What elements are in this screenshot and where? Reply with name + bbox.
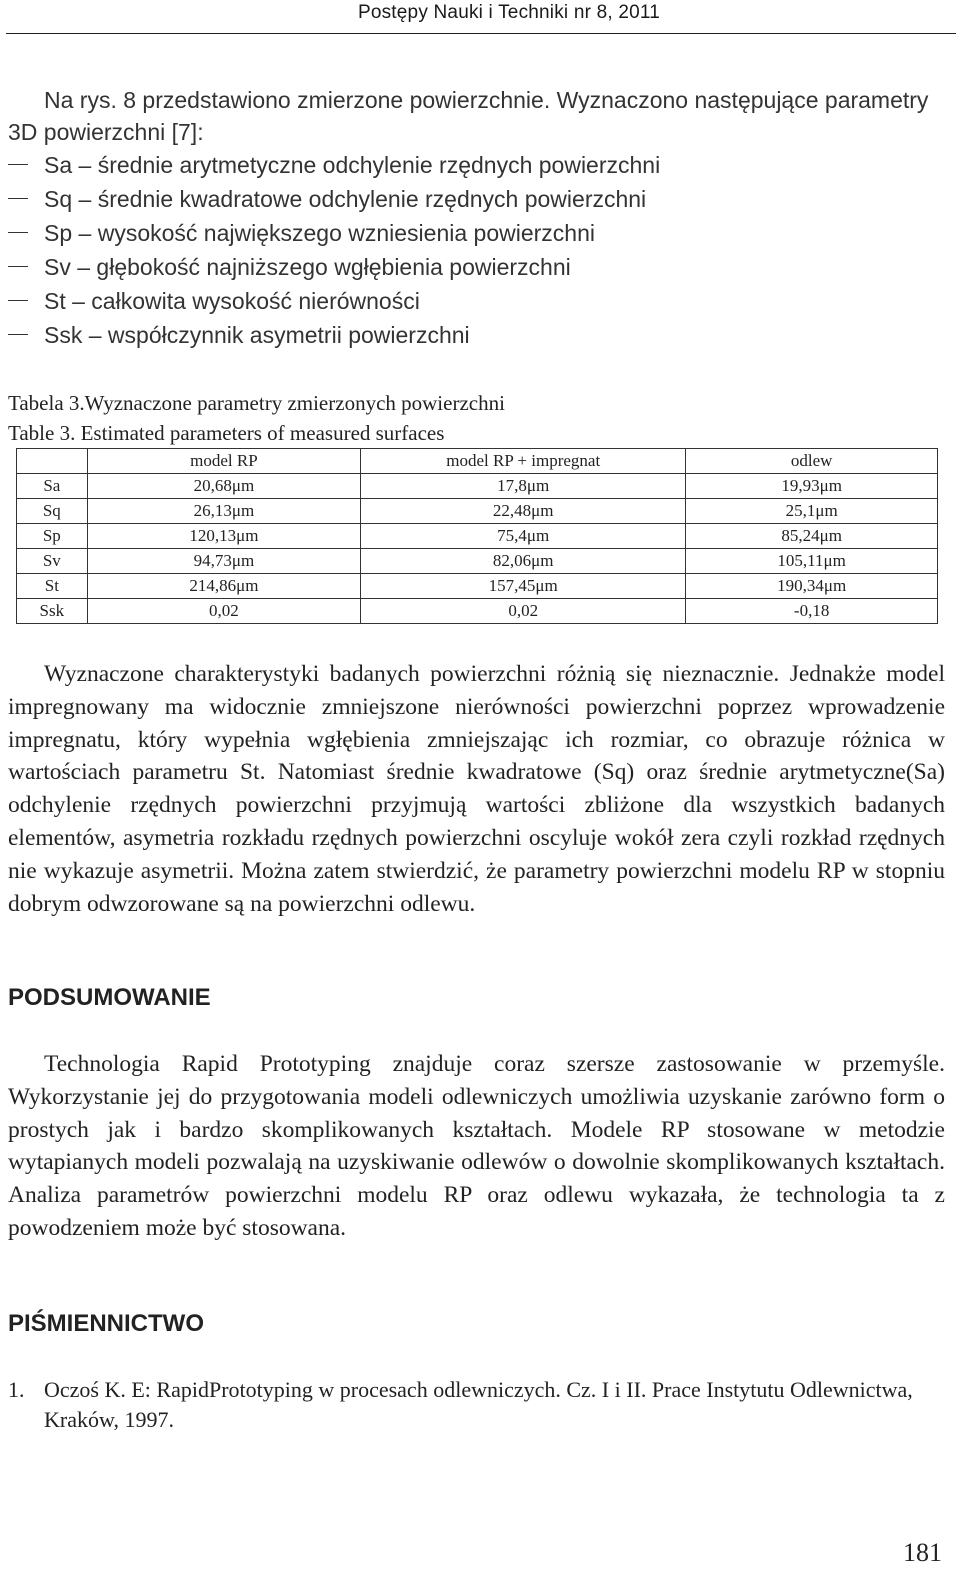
- table-cell: 25,1μm: [686, 499, 938, 524]
- row-label: Sq: [17, 499, 88, 524]
- dash-bullet: [8, 266, 28, 267]
- reference-list: [8, 1375, 945, 1435]
- row-label: Sv: [17, 549, 88, 574]
- table-caption-english: Table 3. Estimated parameters of measured surfaces: [8, 421, 445, 445]
- row-label: Sp: [17, 524, 88, 549]
- table-cell: 0,02: [361, 599, 686, 624]
- table-cell: 157,45μm: [361, 574, 686, 599]
- table-row: [17, 599, 938, 624]
- definition-text: Sa – średnie arytmetyczne odchylenie rzędnych powierzchni: [44, 152, 661, 178]
- definition-item: [8, 250, 908, 284]
- table-header-row: [17, 449, 938, 474]
- section-heading-references: PIŚMIENNICTWO: [8, 1310, 204, 1337]
- page-number: 181: [903, 1538, 942, 1567]
- header-rule: [6, 33, 956, 34]
- definition-item: [8, 148, 908, 182]
- parameter-definitions: [8, 148, 908, 352]
- table-cell: 120,13μm: [87, 524, 361, 549]
- reference-number: 1.: [8, 1377, 25, 1402]
- table-row: [17, 524, 938, 549]
- section-heading-summary: PODSUMOWANIE: [8, 984, 211, 1011]
- table-cell: 22,48μm: [361, 499, 686, 524]
- dash-bullet: [8, 334, 28, 335]
- table-cell: 190,34μm: [686, 574, 938, 599]
- definition-text: Ssk – współczynnik asymetrii powierzchni: [44, 322, 470, 348]
- table-cell: 20,68μm: [87, 474, 361, 499]
- definition-text: Sv – głębokość najniższego wgłębienia powierzchni: [44, 254, 571, 280]
- row-label: Sa: [17, 474, 88, 499]
- table-cell: 0,02: [87, 599, 361, 624]
- parameters-table: [16, 448, 938, 624]
- table-cell: 85,24μm: [686, 524, 938, 549]
- definition-text: Sp – wysokość największego wzniesienia powierzchni: [44, 220, 595, 246]
- discussion-text: Wyznaczone charakterystyki badanych powierzchni różnią się nieznacznie. Jednakże model impregnowany ma widocznie zmniejszone nierówności powierzchni poprzez wprowadzenie impregnatu, który wypełnia wgłębienia zmniejszając ich rozmiar, co obrazuje różnica w wartościach parametru St. Natomiast średnie kwadratowe (Sq) oraz średnie arytmetyczne(Sa) odchylenie rzędnych powierzchni przyjmują wartości zbliżone dla wszystkich badanych elementów, asymetria rozkładu rzędnych powierzchni oscyluje wokół zera czyli rozkład rzędnych nie wykazuje asymetrii. Można zatem stwierdzić, że parametry powierzchni modelu RP w stopniu dobrym odwzorowane są na powierzchni odlewu.: [8, 661, 945, 917]
- table-cell: 19,93μm: [686, 474, 938, 499]
- table-caption-polish: Tabela 3.Wyznaczone parametry zmierzonych powierzchni: [8, 391, 505, 415]
- dash-bullet: [8, 300, 28, 301]
- table-cell: 17,8μm: [361, 474, 686, 499]
- definition-text: Sq – średnie kwadratowe odchylenie rzędnych powierzchni: [44, 186, 647, 212]
- running-header: [358, 2, 660, 24]
- definition-item: [8, 318, 908, 352]
- dash-bullet: [8, 232, 28, 233]
- summary-paragraph: [8, 1048, 945, 1245]
- column-header: [17, 449, 88, 474]
- table-row: [17, 549, 938, 574]
- running-title: Postępy Nauki i Techniki nr 8, 2011: [357, 2, 660, 23]
- summary-text: Technologia Rapid Prototyping znajduje coraz szersze zastosowanie w przemyśle. Wykorzystanie jej do przygotowania modeli odlewniczych umożliwia uzyskanie zarówno form o prostych jak i bardzo skomplikowanych kształtach. Modele RP stosowane w metodzie wytapianych modeli pozwalają na uzyskiwanie odlewów o dowolnie skomplikowanych kształtach. Analiza parametrów powierzchni modelu RP oraz odlewu wykazała, że technologia ta z powodzeniem może być stosowana.: [8, 1051, 945, 1241]
- table-cell: 75,4μm: [361, 524, 686, 549]
- discussion-paragraph: [8, 658, 945, 920]
- column-header: model RP + impregnat: [361, 449, 686, 474]
- table-cell: 26,13μm: [87, 499, 361, 524]
- table-cell: 214,86μm: [87, 574, 361, 599]
- dash-bullet: [8, 198, 28, 199]
- dash-bullet: [8, 164, 28, 165]
- column-header: model RP: [87, 449, 361, 474]
- definition-item: [8, 216, 908, 250]
- table-cell: -0,18: [686, 599, 938, 624]
- definition-item: [8, 182, 908, 216]
- table-cell: 94,73μm: [87, 549, 361, 574]
- table-row: [17, 574, 938, 599]
- column-header: odlew: [686, 449, 938, 474]
- table-row: [17, 499, 938, 524]
- table-cell: 105,11μm: [686, 549, 938, 574]
- row-label: St: [17, 574, 88, 599]
- intro-text: Na rys. 8 przedstawiono zmierzone powierzchnie. Wyznaczono następujące parametry 3D powierzchni [7]:: [8, 87, 929, 145]
- intro-paragraph: [8, 84, 948, 148]
- definition-item: [8, 284, 908, 318]
- table-row: [17, 474, 938, 499]
- definition-text: St – całkowita wysokość nierówności: [44, 288, 420, 314]
- reference-item: [8, 1375, 945, 1435]
- reference-text: Oczoś K. E: RapidPrototyping w procesach odlewniczych. Cz. I i II. Prace Instytutu Odlewnictwa, Kraków, 1997.: [44, 1377, 913, 1432]
- table-cell: 82,06μm: [361, 549, 686, 574]
- row-label: Ssk: [17, 599, 88, 624]
